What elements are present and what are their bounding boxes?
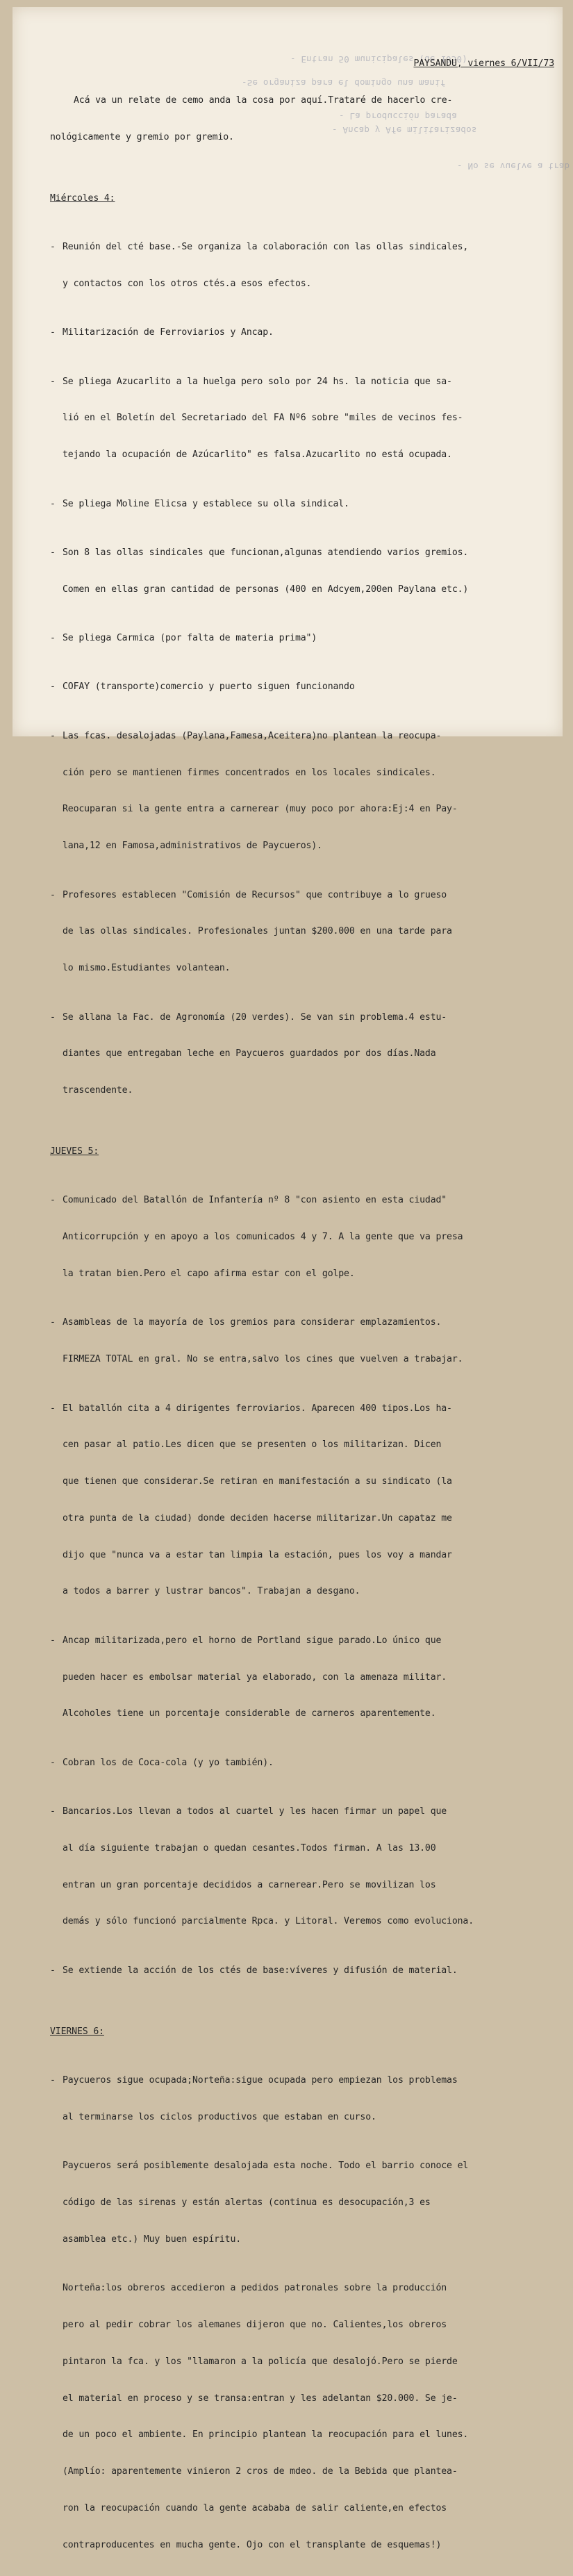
list-item-cont: pueden hacer es embolsar material ya elaborado, con la amenaza militar. bbox=[63, 1671, 447, 1683]
paragraph-line: ron la reocupación cuando la gente acababa de salir caliente,en efectos bbox=[63, 2502, 447, 2513]
list-item: - Cobran los de Coca-cola (y yo también). bbox=[50, 1757, 274, 1768]
list-item: - Paycueros sigue ocupada;Norteña:sigue ocupada pero empiezan los problemas bbox=[50, 2075, 458, 2086]
intro-line-1: Acá va un relate de cemo anda la cosa por aquí.Trataré de hacerlo cre- bbox=[74, 94, 453, 106]
list-item: - Se allana la Fac. de Agronomía (20 verdes). Se van sin problema.4 estu- bbox=[50, 1012, 447, 1023]
list-item-cont: entran un gran porcentaje decididos a carnerear.Pero se movilizan los bbox=[63, 1879, 436, 1890]
list-item-cont: lió en el Boletín del Secretariado del FA Nº6 sobre "miles de vecinos fes- bbox=[63, 413, 463, 424]
paragraph-line: Norteña:los obreros accedieron a pedidos patronales sobre la producción bbox=[63, 2283, 447, 2294]
list-item: - Ancap militarizada,pero el horno de Portland sigue parado.Lo único que bbox=[50, 1635, 442, 1646]
list-item-cont: al terminarse los ciclos productivos que estaban en curso. bbox=[63, 2111, 376, 2122]
bleed-through-1: - Entran 50 municipales (de 1050) bbox=[290, 54, 467, 65]
list-item: - Las fcas. desalojadas (Paylana,Famesa,Aceitera)no plantean la reocupa- bbox=[50, 730, 442, 741]
list-item: - Se pliega Moline Elicsa y establece su olla sindical. bbox=[50, 498, 349, 509]
list-item-cont: cen pasar al patio.Les dicen que se presenten o los militarizan. Dicen bbox=[63, 1439, 442, 1451]
paragraph-line: pintaron la fca. y los "llamaron a la policía que desalojó.Pero se pierde bbox=[63, 2356, 458, 2367]
list-item: - Se pliega Azucarlito a la huelga pero solo por 24 hs. la noticia que sa- bbox=[50, 376, 452, 387]
list-item-cont: lo mismo.Estudiantes volantean. bbox=[63, 963, 231, 974]
list-item-cont: demás y sólo funcionó parcialmente Rpca. y Litoral. Veremos como evoluciona. bbox=[63, 1916, 474, 1927]
list-item-cont: tejando la ocupación de Azúcarlito" es falsa.Azucarlito no está ocupada. bbox=[63, 449, 452, 461]
intro-line-2: nológicamente y gremio por gremio. bbox=[50, 131, 234, 142]
paragraph-line: código de las sirenas y están alertas (continua es desocupación,3 es bbox=[63, 2197, 431, 2208]
list-item: - Son 8 las ollas sindicales que funcionan,algunas atendiendo varios gremios. bbox=[50, 547, 469, 558]
list-item-cont: a todos a barrer y lustrar bancos". Trabajan a desgano. bbox=[63, 1586, 360, 1597]
paragraph-line: contraproducentes en mucha gente. Ojo con el transplante de esquemas!) bbox=[63, 2539, 442, 2550]
typed-letter bbox=[50, 33, 557, 2576]
section-heading-jueves: JUEVES 5: bbox=[50, 1146, 99, 1157]
list-item-cont: la tratan bien.Pero el capo afirma estar con el golpe. bbox=[63, 1268, 355, 1279]
list-item-cont: al día siguiente trabajan o quedan cesantes.Todos firman. A las 13.00 bbox=[63, 1842, 436, 1853]
list-item-cont: Comen en ellas gran cantidad de personas (400 en Adcyem,200en Paylana etc.) bbox=[63, 584, 469, 595]
paragraph-line: Paycueros será posiblemente desalojada esta noche. Todo el barrio conoce el bbox=[63, 2161, 469, 2172]
bleed-through-2: -Se organiza para el domingo una manif bbox=[242, 78, 446, 88]
paragraph-line: asamblea etc.) Muy buen espíritu. bbox=[63, 2234, 242, 2245]
list-item-cont: Alcoholes tiene un porcentaje considerable de carneros aparentemente. bbox=[63, 1708, 436, 1719]
bleed-through-3: - La producción parada bbox=[339, 111, 457, 122]
list-item-cont: dijo que "nunca va a estar tan limpia la estación, pues los voy a mandar bbox=[63, 1549, 452, 1560]
list-item-cont: y contactos con los otros ctés.a esos efectos. bbox=[63, 278, 312, 289]
list-item: - COFAY (transporte)comercio y puerto siguen funcionando bbox=[50, 682, 355, 693]
list-item: - Profesores establecen "Comisión de Recursos" que contribuye a lo grueso bbox=[50, 889, 447, 900]
list-item-cont: otra punta de la ciudad) donde deciden hacerse militarizar.Un capataz me bbox=[63, 1512, 452, 1524]
list-item-cont: que tienen que considerar.Se retiran en manifestación a su sindicato (la bbox=[63, 1476, 452, 1487]
list-item: - Militarización de Ferroviarios y Ancap. bbox=[50, 327, 274, 338]
section-heading-viernes: VIERNES 6: bbox=[50, 2026, 104, 2037]
list-item-cont: ción pero se mantienen firmes concentrados en los locales sindicales. bbox=[63, 767, 436, 778]
list-item-cont: lana,12 en Famosa,administrativos de Paycueros). bbox=[63, 841, 322, 852]
list-item: - El batallón cita a 4 dirigentes ferroviarios. Aparecen 400 tipos.Los ha- bbox=[50, 1403, 452, 1414]
paragraph-line: el material en proceso y se transa:entran y les adelantan $20.000. Se je- bbox=[63, 2393, 458, 2404]
bleed-through-4: - Ancap y Afe militarizados bbox=[332, 125, 477, 135]
date-line: PAYSANDU, viernes 6/VII/73 bbox=[413, 58, 554, 69]
list-item: - Bancarios.Los llevan a todos al cuartel y les hacen firmar un papel que bbox=[50, 1806, 447, 1817]
list-item: - Comunicado del Batallón de Infantería nº 8 "con asiento en esta ciudad" bbox=[50, 1195, 447, 1206]
bleed-through-5: - No se vuelve a trab bbox=[457, 161, 570, 172]
paper-sheet bbox=[13, 7, 570, 2550]
paragraph-line: de un poco el ambiente. En principio plantean la reocupación para el lunes. bbox=[63, 2429, 469, 2441]
list-item-cont: Reocuparan si la gente entra a carnerear (muy poco por ahora:Ej:4 en Pay- bbox=[63, 804, 458, 815]
section-heading-miercoles: Miércoles 4: bbox=[50, 192, 115, 204]
list-item-cont: Anticorrupción y en apoyo a los comunicados 4 y 7. A la gente que va presa bbox=[63, 1232, 463, 1243]
paragraph-line: pero al pedir cobrar los alemanes dijeron que no. Calientes,los obreros bbox=[63, 2320, 447, 2331]
paragraph-line: (Amplío: aparentemente vinieron 2 cros de mdeo. de la Bebida que plantea- bbox=[63, 2466, 458, 2477]
list-item-cont: FIRMEZA TOTAL en gral. No se entra,salvo los cines que vuelven a trabajar. bbox=[63, 1354, 463, 1365]
list-item: - Reunión del cté base.-Se organiza la colaboración con las ollas sindicales, bbox=[50, 242, 469, 253]
list-item-cont: diantes que entregaban leche en Paycueros guardados por dos días.Nada bbox=[63, 1048, 436, 1059]
list-item: - Se pliega Carmica (por falta de materia prima") bbox=[50, 633, 317, 644]
list-item-cont: trascendente. bbox=[63, 1085, 133, 1096]
list-item-cont: de las ollas sindicales. Profesionales juntan $200.000 en una tarde para bbox=[63, 926, 452, 937]
list-item: - Asambleas de la mayoría de los gremios para considerar emplazamientos. bbox=[50, 1317, 442, 1328]
list-item: - Se extiende la acción de los ctés de base:víveres y difusión de material. bbox=[50, 1965, 458, 1976]
